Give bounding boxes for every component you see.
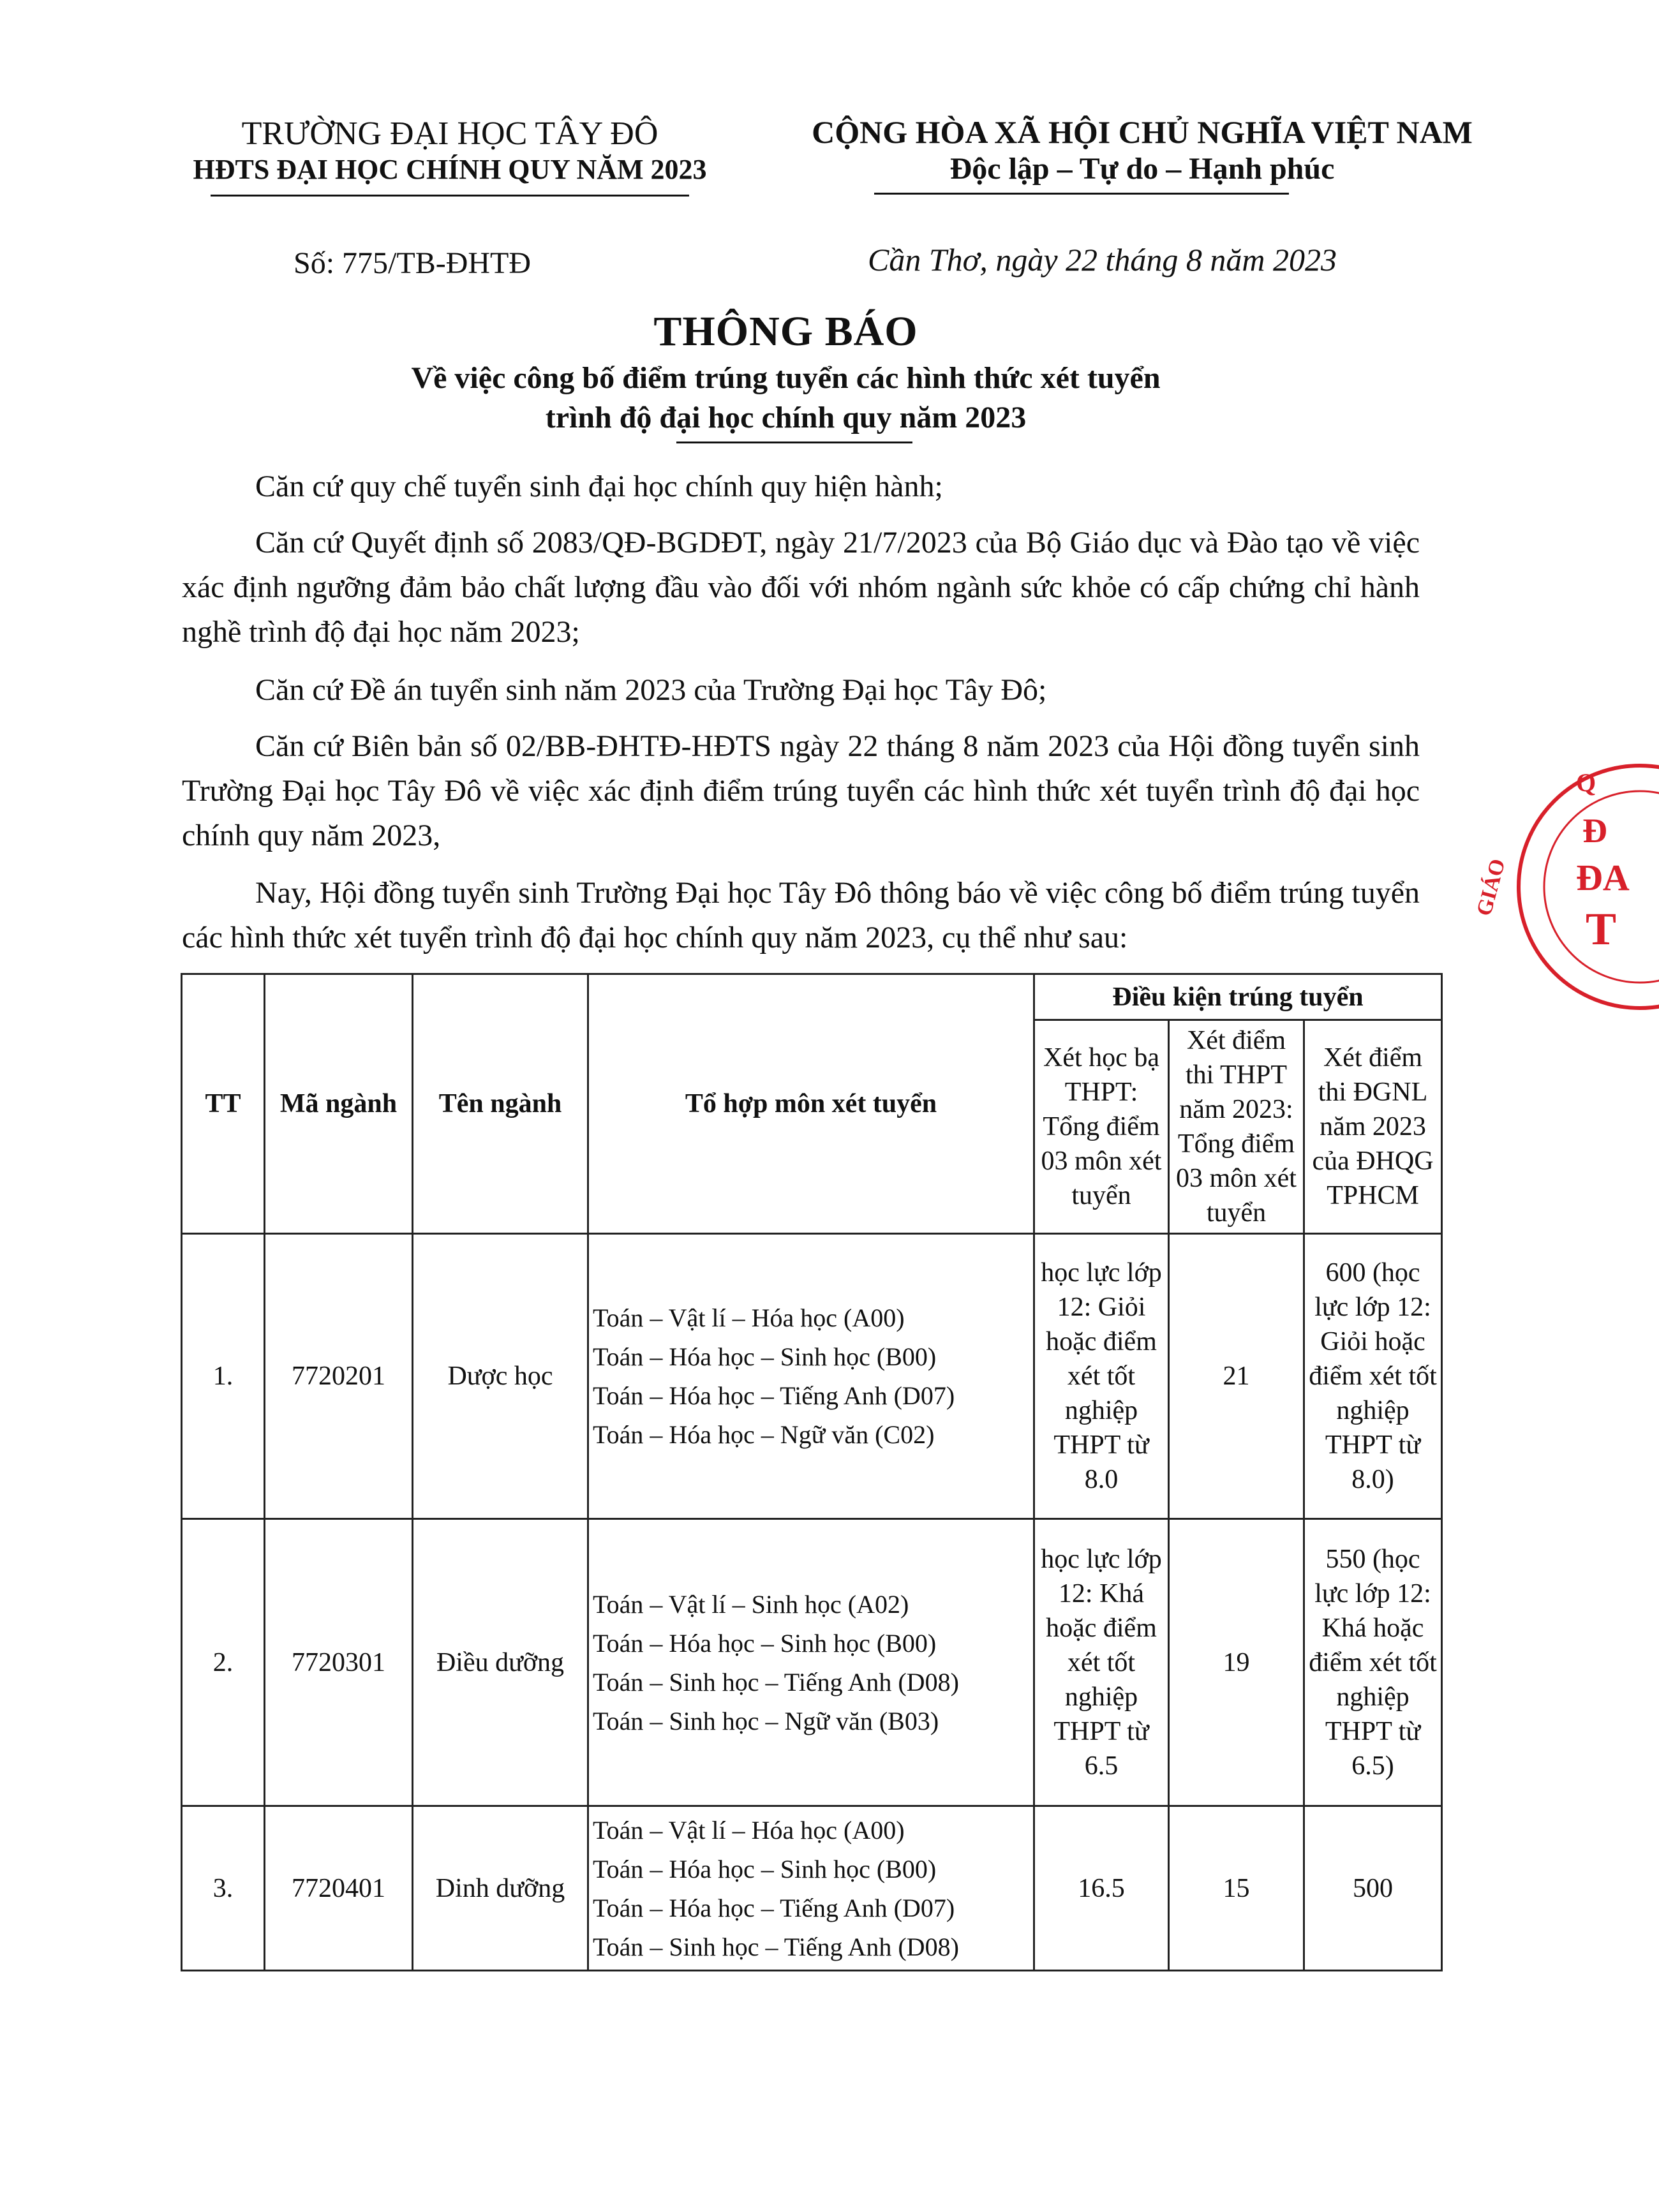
document-number: Số: 775/TB-ĐHTĐ — [294, 246, 531, 280]
header-dgnl: Xét điểm thi ĐGNL năm 2023 của ĐHQG TPHCM — [1304, 1020, 1442, 1234]
header-major-code: Mã ngành — [265, 974, 413, 1234]
header-admission-conditions: Điều kiện trúng tuyển — [1034, 974, 1442, 1020]
paragraph-2: Căn cứ Quyết định số 2083/QĐ-BGDĐT, ngày 21/7/2023 của Bộ Giáo dục và Đào tạo về việc xác định ngưỡng đảm bảo chất lượng đầu vào đối với nhóm ngành sức khỏe có cấp chứng chỉ hành nghề trình độ đại học năm 2023; — [182, 526, 1420, 649]
row-thpt-score: 19 — [1169, 1519, 1304, 1806]
row-hocba-score: học lực lớp 12: Khá hoặc điểm xét tốt nghiệp THPT từ 6.5 — [1034, 1519, 1169, 1806]
paragraph-1: Căn cứ quy chế tuyển sinh đại học chính quy hiện hành; — [255, 470, 943, 503]
stamp-text-left: GIÁO — [1472, 856, 1510, 919]
header-hocba: Xét học bạ THPT: Tổng điểm 03 môn xét tuyển — [1034, 1020, 1169, 1234]
combo-item: Toán – Hóa học – Tiếng Anh (D07) — [593, 1381, 955, 1410]
country-name: CỘNG HÒA XÃ HỘI CHỦ NGHĨA VIỆT NAM — [812, 114, 1473, 150]
table-header-row-1 — [182, 974, 1442, 1020]
row-subject-combos — [588, 1806, 1034, 1971]
row-tt: 3. — [182, 1806, 265, 1971]
combo-item: Toán – Vật lí – Hóa học (A00) — [593, 1815, 905, 1845]
header-major-name: Tên ngành — [413, 974, 588, 1234]
row-tt: 2. — [182, 1519, 265, 1806]
paragraph-4: Căn cứ Biên bản số 02/BB-ĐHTĐ-HĐTS ngày 22 tháng 8 năm 2023 của Hội đồng tuyển sinh Trường Đại học Tây Đô về việc xác định điểm trúng tuyển các hình thức xét tuyển trình độ đại học chính quy năm 2023, — [182, 729, 1420, 852]
combo-item: Toán – Hóa học – Ngữ văn (C02) — [593, 1420, 935, 1449]
admission-scores-table — [181, 973, 1443, 1971]
header-tt: TT — [182, 974, 265, 1234]
row-dgnl-score: 600 (học lực lớp 12: Giỏi hoặc điểm xét tốt nghiệp THPT từ 8.0) — [1304, 1234, 1442, 1519]
row-major-name: Điều dưỡng — [413, 1519, 588, 1806]
row-thpt-score: 15 — [1169, 1806, 1304, 1971]
row-dgnl-score: 550 (học lực lớp 12: Khá hoặc điểm xét tốt nghiệp THPT từ 6.5) — [1304, 1519, 1442, 1806]
combo-item: Toán – Sinh học – Ngữ văn (B03) — [593, 1706, 939, 1735]
row-major-code: 7720301 — [265, 1519, 413, 1806]
stamp-text-top-edge: Q — [1576, 768, 1596, 797]
row-major-code: 7720201 — [265, 1234, 413, 1519]
national-motto: Độc lập – Tự do – Hạnh phúc — [949, 152, 1335, 186]
row-major-code: 7720401 — [265, 1806, 413, 1971]
official-stamp — [1468, 753, 1659, 1021]
stamp-text-bottom: T — [1586, 903, 1617, 954]
subtitle-underline — [676, 442, 912, 443]
stamp-text-middle: ĐA — [1576, 857, 1630, 898]
table-row — [182, 1519, 1442, 1806]
header-subject-combos: Tổ hợp môn xét tuyển — [588, 974, 1034, 1234]
school-name: TRƯỜNG ĐẠI HỌC TÂY ĐÔ — [241, 115, 658, 152]
combo-item: Toán – Vật lí – Hóa học (A00) — [593, 1303, 905, 1332]
combo-item: Toán – Sinh học – Tiếng Anh (D08) — [593, 1667, 959, 1696]
document-date: Cần Thơ, ngày 22 tháng 8 năm 2023 — [868, 242, 1337, 278]
header-thpt: Xét điểm thi THPT năm 2023: Tổng điểm 03 môn xét tuyển — [1169, 1020, 1304, 1234]
row-major-name: Dinh dưỡng — [413, 1806, 588, 1971]
stamp-text-top: Đ — [1582, 812, 1607, 850]
combo-item: Toán – Hóa học – Tiếng Anh (D07) — [593, 1893, 955, 1922]
header-left-underline — [211, 195, 689, 197]
document-title: THÔNG BÁO — [653, 308, 918, 355]
combo-item: Toán – Hóa học – Sinh học (B00) — [593, 1628, 937, 1658]
paragraph-3: Căn cứ Đề án tuyển sinh năm 2023 của Trường Đại học Tây Đô; — [255, 673, 1047, 707]
row-thpt-score: 21 — [1169, 1234, 1304, 1519]
row-hocba-score: 16.5 — [1034, 1806, 1169, 1971]
row-tt: 1. — [182, 1234, 265, 1519]
table-row — [182, 1234, 1442, 1519]
row-major-name: Dược học — [413, 1234, 588, 1519]
combo-item: Toán – Sinh học – Tiếng Anh (D08) — [593, 1932, 959, 1961]
header-right-underline — [874, 193, 1289, 195]
table-row — [182, 1806, 1442, 1971]
combo-item: Toán – Hóa học – Sinh học (B00) — [593, 1342, 937, 1371]
combo-item: Toán – Vật lí – Sinh học (A02) — [593, 1589, 909, 1619]
row-hocba-score: học lực lớp 12: Giỏi hoặc điểm xét tốt nghiệp THPT từ 8.0 — [1034, 1234, 1169, 1519]
combo-item: Toán – Hóa học – Sinh học (B00) — [593, 1854, 937, 1883]
row-subject-combos — [588, 1519, 1034, 1806]
document-subtitle-line2: trình độ đại học chính quy năm 2023 — [545, 401, 1027, 434]
row-subject-combos — [588, 1234, 1034, 1519]
council-name: HĐTS ĐẠI HỌC CHÍNH QUY NĂM 2023 — [193, 154, 707, 185]
paragraph-5: Nay, Hội đồng tuyển sinh Trường Đại học Tây Đô thông báo về việc công bố điểm trúng tuyển các hình thức xét tuyển trình độ đại học chính quy năm 2023, cụ thể như sau: — [182, 876, 1420, 954]
document-subtitle-line1: Về việc công bố điểm trúng tuyển các hình thức xét tuyển — [411, 361, 1161, 395]
row-dgnl-score: 500 — [1304, 1806, 1442, 1971]
